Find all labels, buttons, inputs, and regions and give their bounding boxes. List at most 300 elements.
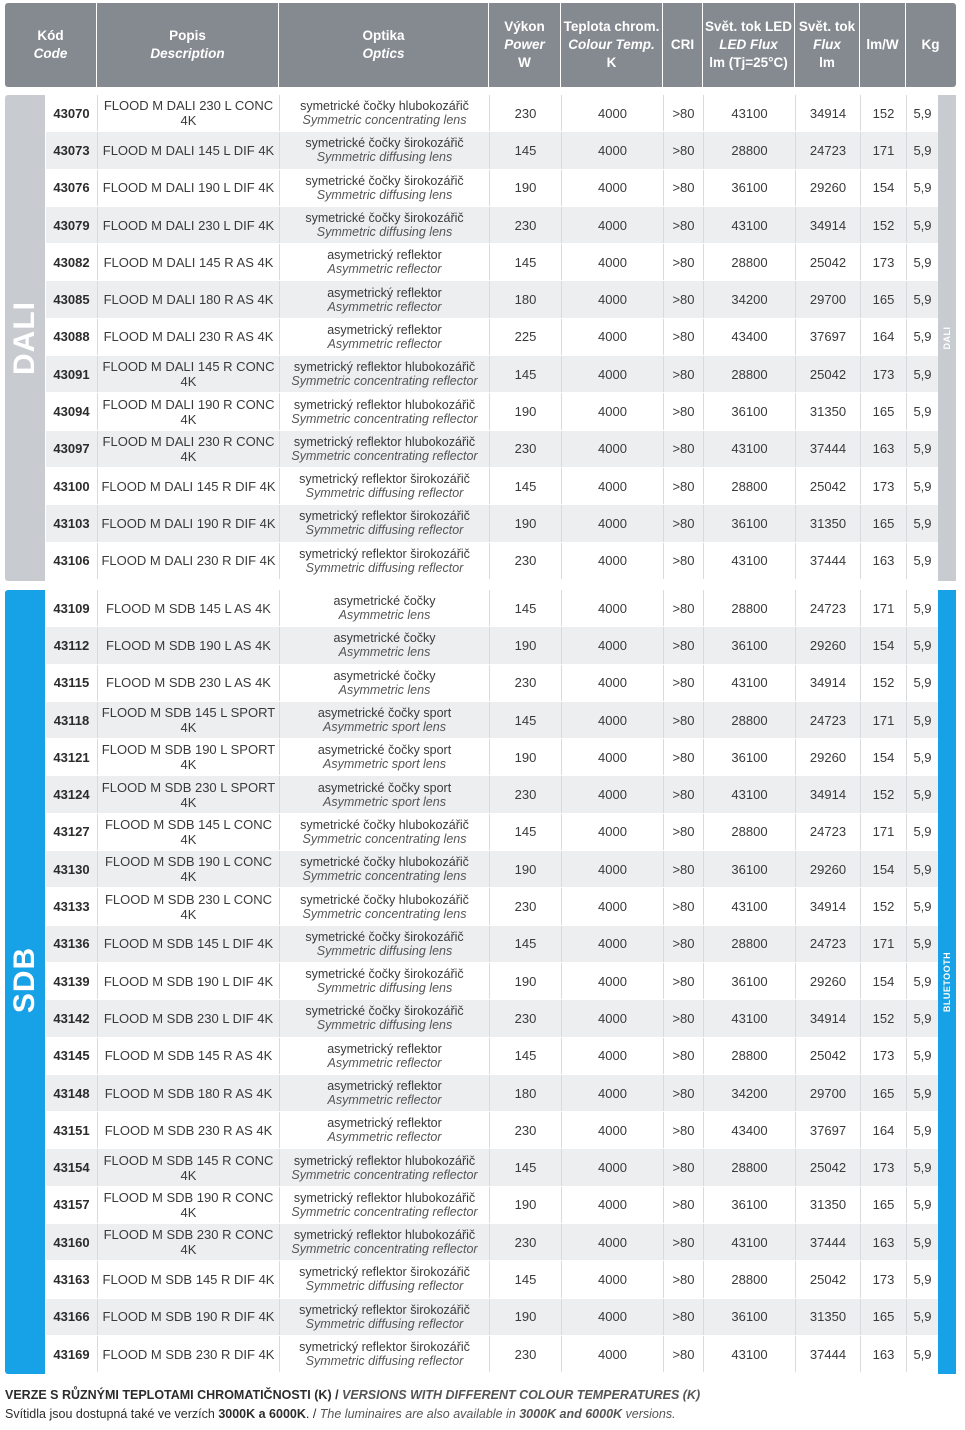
cell-kg: 5,9 xyxy=(913,1122,932,1138)
optics-en: Symmetric diffusing lens xyxy=(316,225,453,240)
cell-power: 190 xyxy=(490,627,562,663)
cell-flux: 29260 xyxy=(796,851,861,887)
cell-power: 230 xyxy=(490,543,562,579)
dali-band-label: DALI xyxy=(8,301,41,375)
cell-cri: >80 xyxy=(664,1224,704,1260)
cell-flux: 34914 xyxy=(796,665,861,701)
optics-en: Asymmetric reflector xyxy=(327,1130,442,1145)
optics-en: Symmetric concentrating lens xyxy=(302,113,467,128)
cell-power: 230 xyxy=(490,665,562,701)
cell-optics xyxy=(280,319,490,355)
cell-colour-temp: 4000 xyxy=(562,1299,664,1335)
cell-description: FLOOD M SDB 145 L AS 4K xyxy=(98,590,280,626)
cell-colour-temp: 4000 xyxy=(562,1000,664,1036)
footer-versions-cz: 3000K a 6000K xyxy=(218,1407,306,1421)
cell-flux: 34914 xyxy=(796,95,861,131)
cell-optics xyxy=(280,170,490,206)
cell-cri: >80 xyxy=(664,505,704,541)
cell-flux: 24723 xyxy=(796,814,861,850)
cell-kg: 5,9 xyxy=(913,600,932,616)
optics-cz: asymetrické čočky sport xyxy=(317,780,452,795)
cell-cri: >80 xyxy=(664,132,704,168)
cell-flux: 29260 xyxy=(796,170,861,206)
optics-en: Symmetric diffusing lens xyxy=(316,187,453,202)
cell-colour-temp: 4000 xyxy=(562,170,664,206)
cell-flux: 34914 xyxy=(796,776,861,812)
header-optics xyxy=(279,3,489,87)
cell-optics xyxy=(280,1038,490,1074)
cell-kg: 5,9 xyxy=(913,142,932,158)
cell-led-flux: 28800 xyxy=(704,1149,796,1185)
cell-code: 43121 xyxy=(46,739,98,775)
cell-flux: 25042 xyxy=(796,468,861,504)
cell-code: 43079 xyxy=(46,207,98,243)
cell-led-flux: 28800 xyxy=(704,356,796,392)
cell-cri: >80 xyxy=(664,1075,704,1111)
cell-led-flux: 43100 xyxy=(704,207,796,243)
cell-power: 190 xyxy=(490,1299,562,1335)
cell-led-flux: 36100 xyxy=(704,393,796,429)
cell-colour-temp: 4000 xyxy=(562,1224,664,1260)
cell-led-flux: 28800 xyxy=(704,1261,796,1297)
table-row xyxy=(46,505,938,542)
optics-cz: symetrické čočky širokozářič xyxy=(305,136,464,151)
cell-colour-temp: 4000 xyxy=(562,132,664,168)
table-row xyxy=(46,431,938,468)
cell-description: FLOOD M SDB 145 R AS 4K xyxy=(98,1038,280,1074)
cell-lmw: 171 xyxy=(861,590,907,626)
header-temp-unit: K xyxy=(606,55,617,70)
header-lmw-label: lm/W xyxy=(866,37,899,52)
cell-cri: >80 xyxy=(664,702,704,738)
optics-cz: symetrický reflektor hlubokozářič xyxy=(293,397,476,412)
cell-led-flux: 43100 xyxy=(704,665,796,701)
header-power-cz: Výkon xyxy=(504,19,545,34)
optics-en: Asymmetric lens xyxy=(338,645,431,660)
header-description xyxy=(97,3,279,87)
cell-cri: >80 xyxy=(664,1000,704,1036)
footer-note xyxy=(5,1386,956,1424)
cell-power: 145 xyxy=(490,1261,562,1297)
optics-cz: symetrické čočky širokozářič xyxy=(305,173,464,188)
cell-colour-temp: 4000 xyxy=(562,281,664,317)
table-row xyxy=(46,963,938,1000)
optics-cz: asymetrický reflektor xyxy=(327,1079,442,1093)
footer-text-en: The luminaires are also available in xyxy=(319,1407,520,1421)
cell-kg: 5,9 xyxy=(913,899,932,915)
cell-kg: 5,9 xyxy=(913,1197,932,1213)
cell-kg: 5,9 xyxy=(913,329,932,345)
cell-optics xyxy=(280,1261,490,1297)
section-dali xyxy=(5,95,956,581)
cell-flux: 29700 xyxy=(796,281,861,317)
cell-description: FLOOD M DALI 190 R CONC 4K xyxy=(98,393,280,429)
cell-power: 190 xyxy=(490,739,562,775)
optics-en: Symmetric diffusing lens xyxy=(316,150,453,165)
optics-cz: symetrický reflektor hlubokozářič xyxy=(293,434,476,449)
cell-kg: 5,9 xyxy=(913,1271,932,1287)
optics-en: Symmetric concentrating reflector xyxy=(291,1204,478,1219)
cell-colour-temp: 4000 xyxy=(562,505,664,541)
cell-lmw: 165 xyxy=(861,1187,907,1223)
table-row xyxy=(46,356,938,393)
footer-versions-en: 3000K and 6000K xyxy=(519,1407,623,1421)
cell-description: FLOOD M DALI 145 R CONC 4K xyxy=(98,356,280,392)
table-row xyxy=(46,393,938,430)
sdb-band xyxy=(5,590,45,1374)
section-sdb xyxy=(5,590,956,1374)
cell-cri: >80 xyxy=(664,739,704,775)
sdb-rows xyxy=(46,590,938,1374)
cell-colour-temp: 4000 xyxy=(562,1336,664,1372)
table-row xyxy=(46,1112,938,1149)
cell-code: 43100 xyxy=(46,468,98,504)
optics-en: Asymmetric reflector xyxy=(327,262,442,277)
cell-colour-temp: 4000 xyxy=(562,543,664,579)
header-flux xyxy=(795,3,860,87)
cell-colour-temp: 4000 xyxy=(562,627,664,663)
cell-cri: >80 xyxy=(664,963,704,999)
optics-en: Asymmetric sport lens xyxy=(323,757,446,772)
cell-power: 190 xyxy=(490,1187,562,1223)
cell-kg: 5,9 xyxy=(913,675,932,691)
cell-led-flux: 34200 xyxy=(704,1075,796,1111)
cell-optics xyxy=(280,963,490,999)
cell-power: 230 xyxy=(490,1112,562,1148)
cell-cri: >80 xyxy=(664,207,704,243)
cell-cri: >80 xyxy=(664,888,704,924)
cell-power: 190 xyxy=(490,851,562,887)
cell-power: 145 xyxy=(490,702,562,738)
cell-kg: 5,9 xyxy=(913,515,932,531)
header-cri-label: CRI xyxy=(670,37,695,52)
cell-optics xyxy=(280,1224,490,1260)
optics-cz: symetrický reflektor hlubokozářič xyxy=(293,1153,476,1168)
cell-colour-temp: 4000 xyxy=(562,393,664,429)
header-code xyxy=(5,3,97,87)
table-row xyxy=(46,1299,938,1336)
cell-lmw: 165 xyxy=(861,1075,907,1111)
cell-optics xyxy=(280,1149,490,1185)
cell-lmw: 152 xyxy=(861,207,907,243)
optics-cz: asymetrické čočky sport xyxy=(317,706,452,721)
cell-power: 230 xyxy=(490,207,562,243)
optics-en: Symmetric diffusing reflector xyxy=(305,1316,464,1331)
footer-line-1 xyxy=(5,1386,956,1405)
optics-cz: symetrické čočky hlubokozářič xyxy=(300,817,469,832)
cell-code: 43154 xyxy=(46,1149,98,1185)
cell-cri: >80 xyxy=(664,590,704,626)
cell-flux: 37444 xyxy=(796,543,861,579)
cell-flux: 29260 xyxy=(796,627,861,663)
cell-lmw: 152 xyxy=(861,95,907,131)
cell-description: FLOOD M SDB 145 L CONC 4K xyxy=(98,814,280,850)
cell-power: 145 xyxy=(490,1149,562,1185)
header-code-en: Code xyxy=(33,46,68,61)
cell-lmw: 173 xyxy=(861,1149,907,1185)
cell-colour-temp: 4000 xyxy=(562,1112,664,1148)
cell-led-flux: 28800 xyxy=(704,814,796,850)
cell-flux: 25042 xyxy=(796,244,861,280)
cell-colour-temp: 4000 xyxy=(562,468,664,504)
cell-cri: >80 xyxy=(664,356,704,392)
cell-colour-temp: 4000 xyxy=(562,95,664,131)
cell-cri: >80 xyxy=(664,543,704,579)
cell-led-flux: 36100 xyxy=(704,1299,796,1335)
cell-kg: 5,9 xyxy=(913,787,932,803)
cell-led-flux: 36100 xyxy=(704,170,796,206)
cell-optics xyxy=(280,505,490,541)
header-led-flux-unit: lm (Tj=25°C) xyxy=(709,55,788,70)
cell-code: 43073 xyxy=(46,132,98,168)
table-row xyxy=(46,1149,938,1186)
cell-colour-temp: 4000 xyxy=(562,244,664,280)
cell-description: FLOOD M DALI 230 R CONC 4K xyxy=(98,431,280,467)
cell-code: 43115 xyxy=(46,665,98,701)
table-row xyxy=(46,281,938,318)
table-row xyxy=(46,702,938,739)
cell-lmw: 154 xyxy=(861,963,907,999)
optics-en: Asymmetric sport lens xyxy=(323,794,446,809)
cell-colour-temp: 4000 xyxy=(562,1075,664,1111)
table-row xyxy=(46,851,938,888)
cell-colour-temp: 4000 xyxy=(562,319,664,355)
cell-flux: 37697 xyxy=(796,1112,861,1148)
cell-description: FLOOD M SDB 230 R CONC 4K xyxy=(98,1224,280,1260)
cell-kg: 5,9 xyxy=(913,478,932,494)
optics-en: Symmetric diffusing reflector xyxy=(305,523,464,538)
cell-description: FLOOD M DALI 190 L DIF 4K xyxy=(98,170,280,206)
cell-power: 230 xyxy=(490,776,562,812)
cell-flux: 25042 xyxy=(796,1038,861,1074)
header-temp xyxy=(561,3,663,87)
cell-power: 230 xyxy=(490,95,562,131)
cell-colour-temp: 4000 xyxy=(562,926,664,962)
table-row xyxy=(46,926,938,963)
cell-optics xyxy=(280,888,490,924)
cell-code: 43148 xyxy=(46,1075,98,1111)
cell-code: 43136 xyxy=(46,926,98,962)
cell-led-flux: 28800 xyxy=(704,590,796,626)
cell-optics xyxy=(280,1075,490,1111)
table-row xyxy=(46,319,938,356)
cell-description: FLOOD M SDB 190 R CONC 4K xyxy=(98,1187,280,1223)
cell-cri: >80 xyxy=(664,926,704,962)
table-row xyxy=(46,1224,938,1261)
cell-lmw: 163 xyxy=(861,1224,907,1260)
cell-code: 43124 xyxy=(46,776,98,812)
cell-description: FLOOD M DALI 190 R DIF 4K xyxy=(98,505,280,541)
cell-kg: 5,9 xyxy=(913,1010,932,1026)
table-row xyxy=(46,468,938,505)
cell-code: 43160 xyxy=(46,1224,98,1260)
cell-led-flux: 36100 xyxy=(704,851,796,887)
cell-led-flux: 28800 xyxy=(704,132,796,168)
cell-kg: 5,9 xyxy=(913,180,932,196)
cell-flux: 25042 xyxy=(796,356,861,392)
cell-optics xyxy=(280,702,490,738)
optics-en: Symmetric concentrating lens xyxy=(302,906,467,921)
cell-cri: >80 xyxy=(664,627,704,663)
header-description-en: Description xyxy=(150,46,225,61)
header-flux-cz: Svět. tok xyxy=(798,19,856,34)
table-row xyxy=(46,132,938,169)
cell-kg: 5,9 xyxy=(913,1048,932,1064)
cell-colour-temp: 4000 xyxy=(562,1261,664,1297)
cell-kg: 5,9 xyxy=(913,824,932,840)
cell-kg: 5,9 xyxy=(913,254,932,270)
cell-lmw: 171 xyxy=(861,814,907,850)
table-row xyxy=(46,590,938,627)
header-lmw xyxy=(860,3,906,87)
cell-kg: 5,9 xyxy=(913,637,932,653)
cell-lmw: 154 xyxy=(861,627,907,663)
optics-cz: symetrický reflektor hlubokozářič xyxy=(293,1228,476,1243)
cell-flux: 34914 xyxy=(796,1000,861,1036)
cell-flux: 34914 xyxy=(796,888,861,924)
table-row xyxy=(46,814,938,851)
cell-flux: 25042 xyxy=(796,1261,861,1297)
cell-led-flux: 28800 xyxy=(704,244,796,280)
cell-led-flux: 28800 xyxy=(704,468,796,504)
cell-description: FLOOD M SDB 190 R DIF 4K xyxy=(98,1299,280,1335)
dali-rows xyxy=(46,95,938,581)
header-optics-cz: Optika xyxy=(362,28,405,43)
table-header xyxy=(5,3,956,87)
header-temp-en: Colour Temp. xyxy=(568,37,655,52)
cell-description: FLOOD M SDB 145 L SPORT 4K xyxy=(98,702,280,738)
cell-description: FLOOD M SDB 180 R AS 4K xyxy=(98,1075,280,1111)
header-power xyxy=(489,3,561,87)
cell-colour-temp: 4000 xyxy=(562,814,664,850)
cell-kg: 5,9 xyxy=(913,1160,932,1176)
optics-cz: asymetrické čočky xyxy=(333,668,436,683)
cell-power: 230 xyxy=(490,431,562,467)
cell-description: FLOOD M DALI 145 R DIF 4K xyxy=(98,468,280,504)
header-description-cz: Popis xyxy=(169,28,206,43)
cell-optics xyxy=(280,776,490,812)
cell-kg: 5,9 xyxy=(913,861,932,877)
optics-en: Symmetric diffusing lens xyxy=(316,1018,453,1033)
cell-flux: 29260 xyxy=(796,963,861,999)
cell-lmw: 164 xyxy=(861,1112,907,1148)
header-flux-en: Flux xyxy=(813,37,841,52)
cell-cri: >80 xyxy=(664,281,704,317)
dali-band xyxy=(5,95,45,581)
cell-code: 43118 xyxy=(46,702,98,738)
cell-power: 190 xyxy=(490,505,562,541)
cell-description: FLOOD M SDB 190 L AS 4K xyxy=(98,627,280,663)
cell-led-flux: 36100 xyxy=(704,1187,796,1223)
cell-code: 43130 xyxy=(46,851,98,887)
optics-en: Symmetric concentrating reflector xyxy=(291,374,478,389)
optics-en: Asymmetric sport lens xyxy=(323,720,446,735)
cell-cri: >80 xyxy=(664,431,704,467)
optics-en: Symmetric diffusing lens xyxy=(316,943,453,958)
cell-code: 43088 xyxy=(46,319,98,355)
cell-cri: >80 xyxy=(664,851,704,887)
optics-cz: symetrické čočky širokozářič xyxy=(305,1004,464,1019)
cell-led-flux: 43400 xyxy=(704,319,796,355)
cell-colour-temp: 4000 xyxy=(562,1187,664,1223)
optics-en: Symmetric diffusing reflector xyxy=(305,1354,464,1369)
optics-cz: symetrický reflektor širokozářič xyxy=(299,546,470,561)
cell-colour-temp: 4000 xyxy=(562,431,664,467)
cell-lmw: 163 xyxy=(861,1336,907,1372)
cell-colour-temp: 4000 xyxy=(562,702,664,738)
cell-cri: >80 xyxy=(664,244,704,280)
cell-colour-temp: 4000 xyxy=(562,888,664,924)
cell-lmw: 173 xyxy=(861,468,907,504)
cell-flux: 31350 xyxy=(796,1299,861,1335)
cell-colour-temp: 4000 xyxy=(562,207,664,243)
cell-kg: 5,9 xyxy=(913,366,932,382)
cell-led-flux: 43100 xyxy=(704,776,796,812)
cell-optics xyxy=(280,393,490,429)
cell-cri: >80 xyxy=(664,393,704,429)
cell-kg: 5,9 xyxy=(913,105,932,121)
cell-flux: 24723 xyxy=(796,702,861,738)
cell-code: 43139 xyxy=(46,963,98,999)
optics-cz: symetrické čočky hlubokozářič xyxy=(300,99,469,114)
cell-description: FLOOD M SDB 190 L DIF 4K xyxy=(98,963,280,999)
cell-optics xyxy=(280,468,490,504)
cell-power: 190 xyxy=(490,393,562,429)
cell-code: 43112 xyxy=(46,627,98,663)
optics-cz: symetrický reflektor širokozářič xyxy=(299,1302,470,1317)
cell-optics xyxy=(280,1299,490,1335)
cell-power: 145 xyxy=(490,926,562,962)
cell-code: 43085 xyxy=(46,281,98,317)
cell-cri: >80 xyxy=(664,1336,704,1372)
cell-power: 230 xyxy=(490,1336,562,1372)
cell-led-flux: 43100 xyxy=(704,1000,796,1036)
cell-optics xyxy=(280,95,490,131)
cell-cri: >80 xyxy=(664,1038,704,1074)
cell-description: FLOOD M SDB 230 L AS 4K xyxy=(98,665,280,701)
cell-colour-temp: 4000 xyxy=(562,590,664,626)
cell-flux: 37444 xyxy=(796,1336,861,1372)
optics-cz: symetrický reflektor hlubokozářič xyxy=(293,1190,476,1205)
cell-optics xyxy=(280,665,490,701)
optics-en: Symmetric concentrating reflector xyxy=(291,448,478,463)
cell-cri: >80 xyxy=(664,776,704,812)
cell-led-flux: 36100 xyxy=(704,739,796,775)
cell-flux: 31350 xyxy=(796,393,861,429)
table-row xyxy=(46,1038,938,1075)
cell-description: FLOOD M DALI 230 L DIF 4K xyxy=(98,207,280,243)
cell-lmw: 163 xyxy=(861,543,907,579)
cell-lmw: 154 xyxy=(861,851,907,887)
header-temp-cz: Teplota chrom. xyxy=(563,19,660,34)
cell-description: FLOOD M SDB 145 R DIF 4K xyxy=(98,1261,280,1297)
cell-description: FLOOD M SDB 145 L DIF 4K xyxy=(98,926,280,962)
cell-colour-temp: 4000 xyxy=(562,739,664,775)
cell-code: 43070 xyxy=(46,95,98,131)
cell-colour-temp: 4000 xyxy=(562,1038,664,1074)
header-power-unit: W xyxy=(518,55,531,70)
cell-optics xyxy=(280,926,490,962)
header-kg-label: Kg xyxy=(921,37,940,52)
cell-description: FLOOD M SDB 145 R CONC 4K xyxy=(98,1149,280,1185)
table-row xyxy=(46,1336,938,1373)
footer-text-en-end: versions. xyxy=(622,1407,676,1421)
cell-code: 43133 xyxy=(46,888,98,924)
cell-code: 43109 xyxy=(46,590,98,626)
table-row xyxy=(46,665,938,702)
header-cri xyxy=(663,3,703,87)
cell-power: 180 xyxy=(490,1075,562,1111)
